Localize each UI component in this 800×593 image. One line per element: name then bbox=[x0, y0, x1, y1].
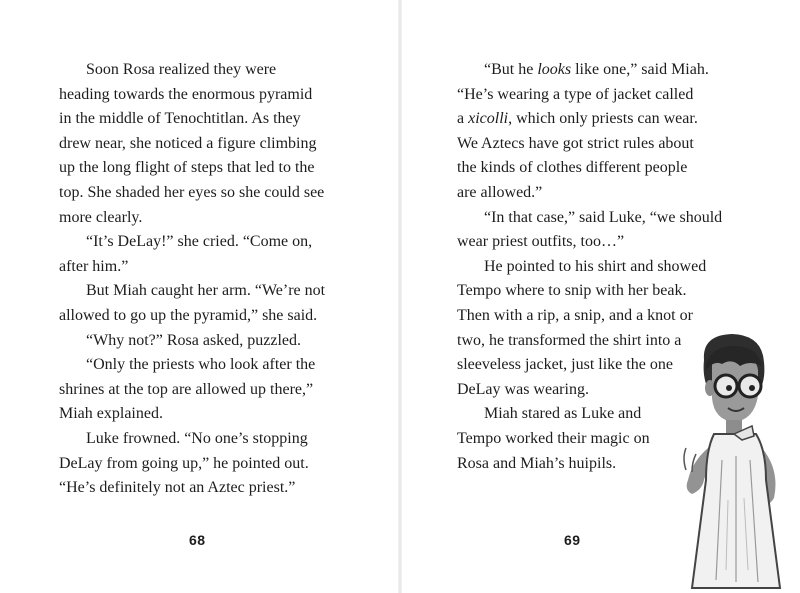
text-line: more clearly. bbox=[59, 208, 143, 226]
text-line: allowed to go up the pyramid,” she said. bbox=[59, 306, 318, 324]
text-line: DeLay was wearing. bbox=[457, 380, 589, 398]
text-line: DeLay from going up,” he pointed out. bbox=[59, 454, 309, 472]
text-line: a xicolli, which only priests can wear. bbox=[457, 110, 698, 128]
text-line: Soon Rosa realized they were bbox=[86, 61, 277, 78]
text-line: sleeveless jacket, just like the one bbox=[457, 356, 673, 374]
text-line: “He’s definitely not an Aztec priest.” bbox=[59, 479, 296, 497]
text-line: the kinds of clothes different people bbox=[457, 159, 688, 177]
text-line: “But he looks like one,” said Miah. bbox=[484, 61, 709, 78]
text-line: “Only the priests who look after the bbox=[86, 356, 316, 374]
text-line: Tempo where to snip with her beak. bbox=[457, 282, 687, 300]
text-line: heading towards the enormous pyramid bbox=[59, 85, 313, 103]
text-line: Luke frowned. “No one’s stopping bbox=[86, 429, 308, 447]
text-line: are allowed.” bbox=[457, 183, 543, 201]
text-line: in the middle of Tenochtitlan. As they bbox=[59, 110, 301, 128]
page-number-left: 68 bbox=[189, 532, 206, 548]
text-line: “It’s DeLay!” she cried. “Come on, bbox=[86, 233, 313, 251]
boy-in-priest-tunic-illustration bbox=[662, 330, 800, 593]
text-line: wear priest outfits, too…” bbox=[457, 233, 625, 251]
text-line: Tempo worked their magic on bbox=[457, 429, 650, 447]
right-page bbox=[400, 0, 800, 593]
text-line: He pointed to his shirt and showed bbox=[484, 257, 707, 275]
text-line: Rosa and Miah’s huipils. bbox=[457, 454, 617, 472]
page-number-right: 69 bbox=[564, 532, 581, 548]
text-line: drew near, she noticed a figure climbing bbox=[59, 134, 317, 152]
text-line: “Why not?” Rosa asked, puzzled. bbox=[86, 331, 302, 349]
text-line: two, he transformed the shirt into a bbox=[457, 331, 682, 349]
text-line: Miah stared as Luke and bbox=[484, 405, 642, 423]
text-line: But Miah caught her arm. “We’re not bbox=[86, 282, 326, 300]
text-line: Miah explained. bbox=[59, 405, 163, 423]
text-line: “He’s wearing a type of jacket called bbox=[457, 85, 694, 103]
text-line: shrines at the top are allowed up there,” bbox=[59, 380, 314, 398]
text-line: top. She shaded her eyes so she could see bbox=[59, 183, 325, 201]
text-line: after him.” bbox=[59, 257, 129, 275]
left-page-text bbox=[59, 58, 369, 501]
text-line: We Aztecs have got strict rules about bbox=[457, 134, 694, 152]
text-line: “In that case,” said Luke, “we should bbox=[484, 208, 723, 226]
text-line: up the long flight of steps that led to the bbox=[59, 159, 315, 177]
text-line: Then with a rip, a snip, and a knot or bbox=[457, 306, 693, 324]
